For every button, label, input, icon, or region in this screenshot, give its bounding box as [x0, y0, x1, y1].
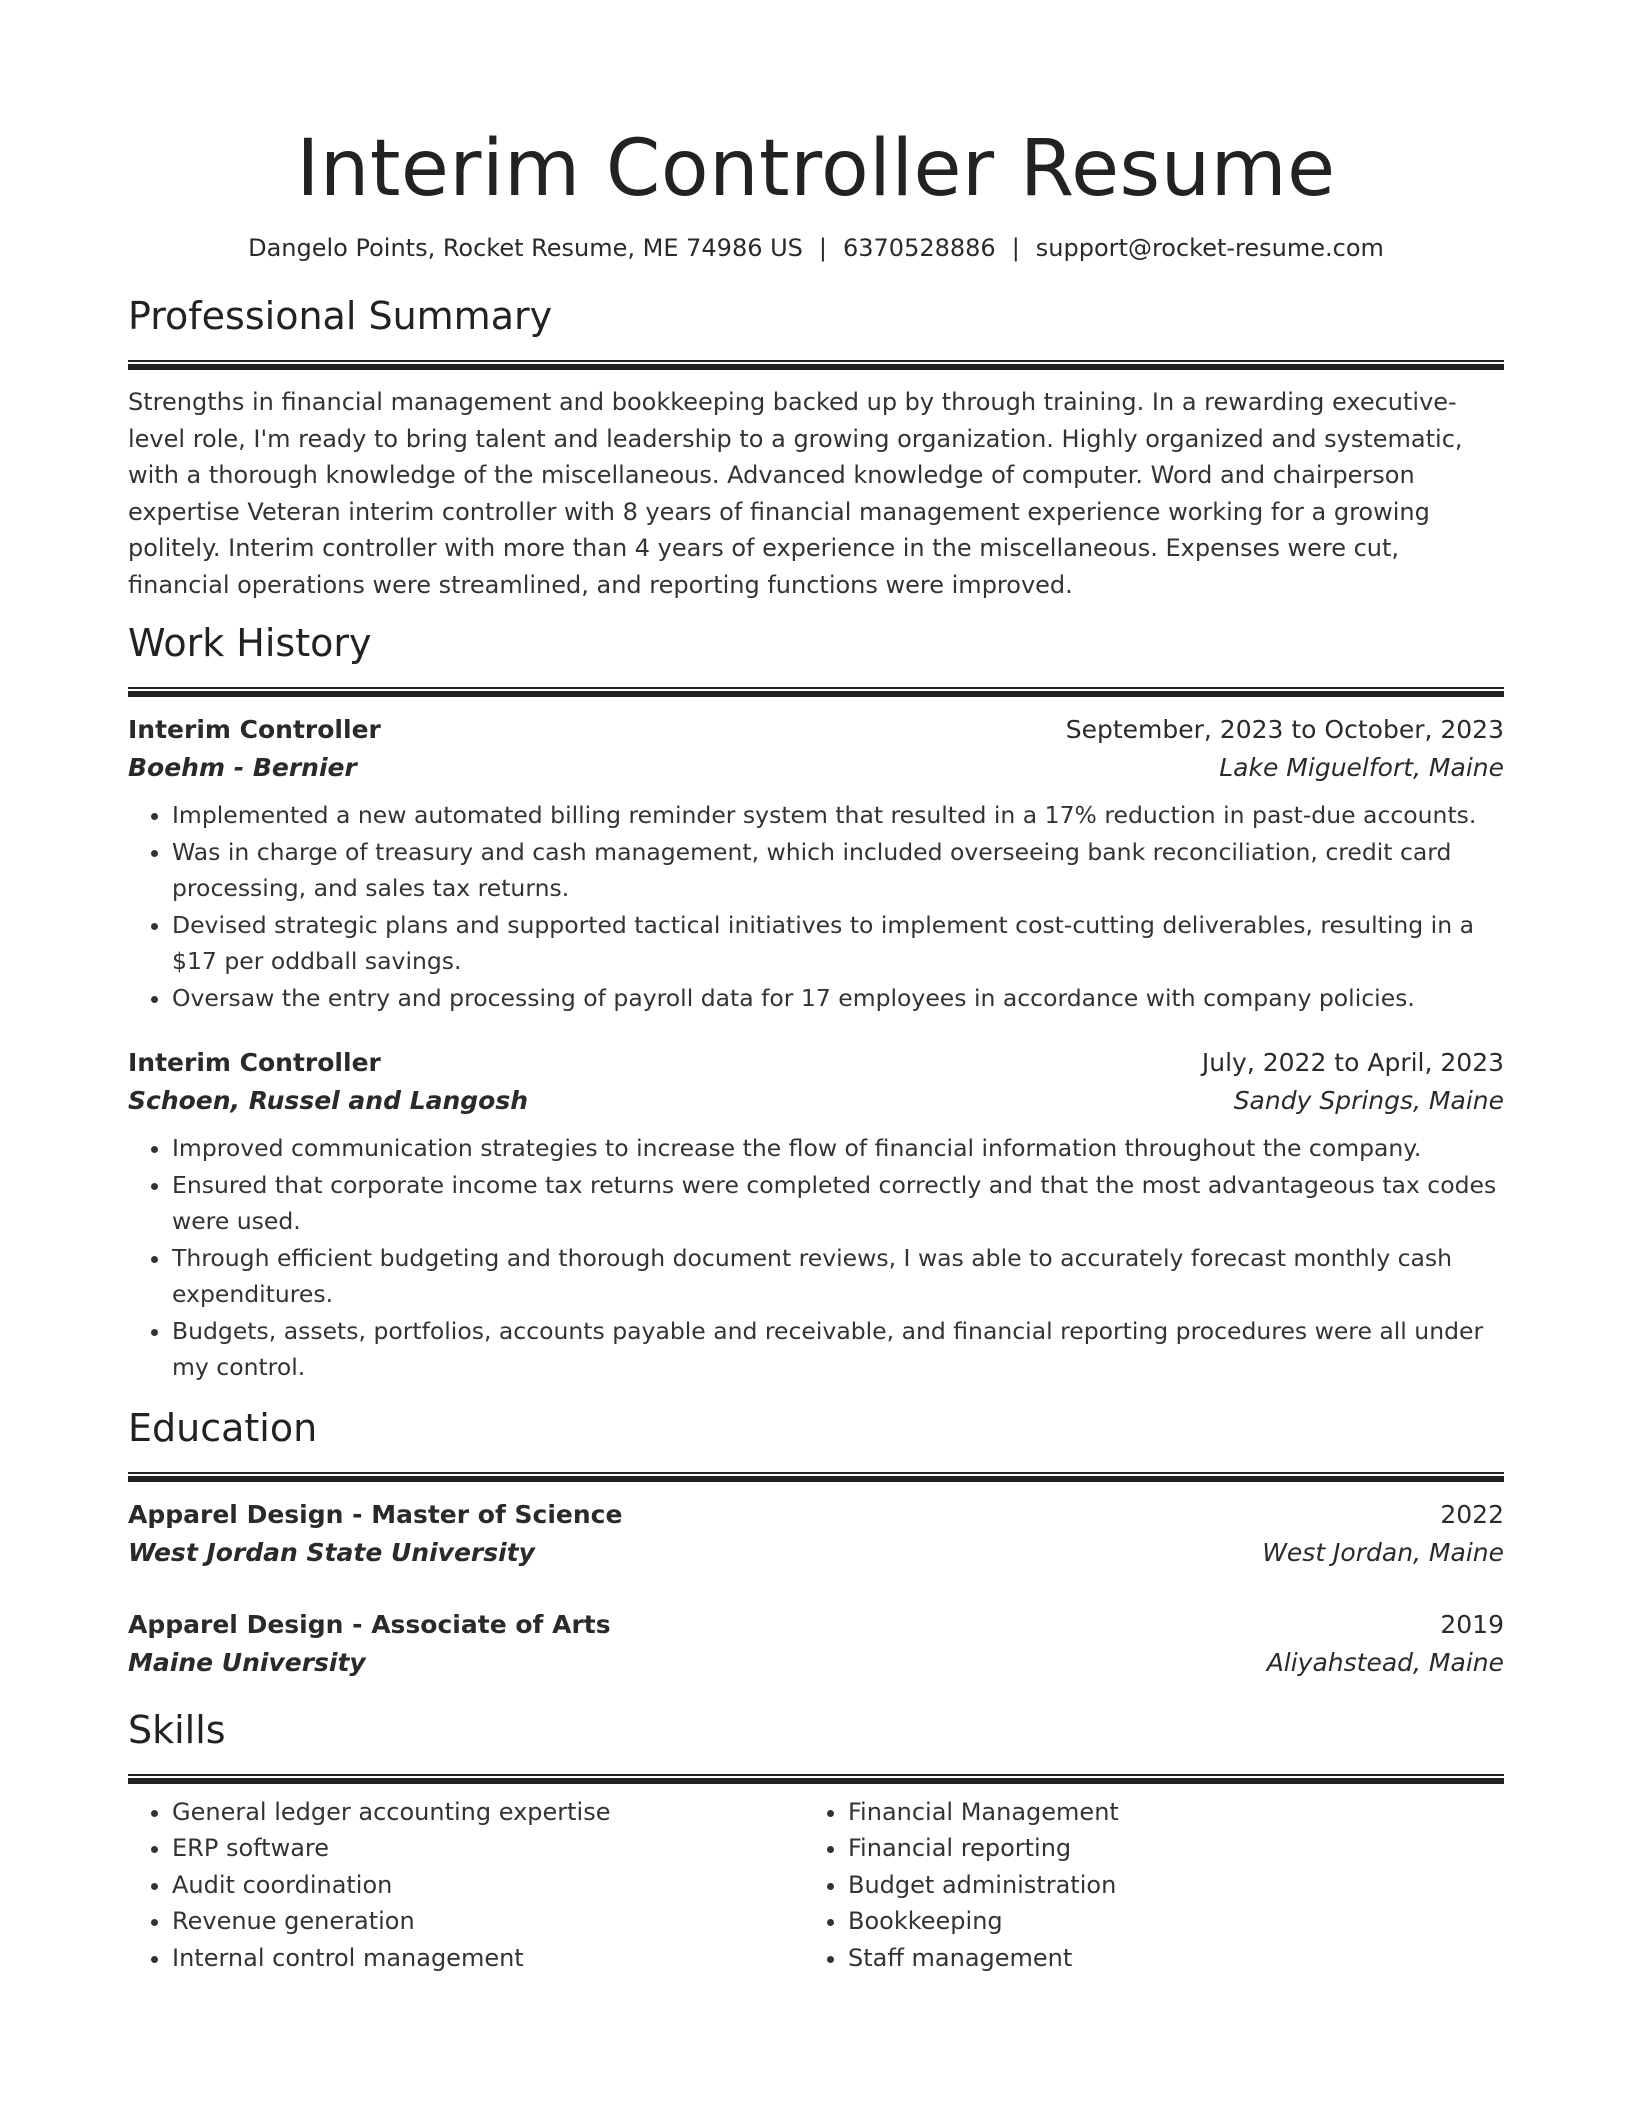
- education-school-row: [128, 1644, 1504, 1682]
- education-year: 2019: [1440, 1609, 1504, 1639]
- education-section: [128, 1406, 1504, 1682]
- skill-item: • Budget administration: [848, 1867, 1480, 1904]
- section-heading-work-history: Work History: [128, 621, 372, 665]
- skills-list-left: [128, 1794, 804, 1977]
- education-entry: [128, 1496, 1504, 1572]
- skill-item: • General ledger accounting expertise: [172, 1794, 804, 1831]
- job-duty-item: • Through efficient budgeting and thorough document reviews, I was able to accurately forecast monthly cash expenditures.: [172, 1240, 1504, 1313]
- job-duty-item: • Was in charge of treasury and cash management, which included overseeing bank reconciliation, credit card processing, and sales tax returns.: [172, 834, 1504, 907]
- resume-title: Interim Controller Resume: [296, 124, 1336, 214]
- education-school-row: [128, 1534, 1504, 1572]
- job-dates: September, 2023 to October, 2023: [1065, 715, 1504, 744]
- skill-item: • Audit coordination: [172, 1867, 804, 1904]
- job-duty-item: • Oversaw the entry and processing of payroll data for 17 employees in accordance with company policies.: [172, 980, 1504, 1017]
- skills-section: [128, 1708, 1504, 1977]
- contact-line: [128, 232, 1504, 264]
- job-header-row: [128, 711, 1504, 749]
- section-divider: [128, 687, 1504, 697]
- education-header-row: [128, 1606, 1504, 1644]
- skill-item: • Revenue generation: [172, 1903, 804, 1940]
- skill-item: • Internal control management: [172, 1940, 804, 1977]
- education-degree: Apparel Design - Master of Science: [128, 1499, 623, 1529]
- job-duties-list: [128, 797, 1504, 1016]
- job-title: Interim Controller: [128, 1048, 381, 1077]
- skill-item: • Financial reporting: [848, 1830, 1480, 1867]
- summary-section: [128, 294, 1504, 603]
- section-divider: [128, 360, 1504, 370]
- contact-email: support@rocket-resume.com: [1035, 234, 1384, 262]
- job-duty-item: • Devised strategic plans and supported tactical initiatives to implement cost-cutting deliverables, resulting in a $17 per oddball savings.: [172, 907, 1504, 980]
- job-duty-item: • Budgets, assets, portfolios, accounts payable and receivable, and financial reporting procedures were all under my control.: [172, 1313, 1504, 1386]
- contact-separator: |: [818, 234, 827, 262]
- job-location: Sandy Springs, Maine: [1233, 1086, 1504, 1115]
- skills-list-right: [804, 1794, 1480, 1977]
- job-duty-item: • Improved communication strategies to increase the flow of financial information throughout the company.: [172, 1130, 1504, 1167]
- job-company: Schoen, Russel and Langosh: [128, 1086, 529, 1115]
- section-heading-skills: Skills: [128, 1707, 226, 1752]
- section-heading-summary: Professional Summary: [128, 294, 553, 338]
- education-location: Aliyahstead, Maine: [1266, 1647, 1504, 1677]
- job-entry: [128, 711, 1504, 1016]
- job-header-row: [128, 1044, 1504, 1082]
- work-history-section: [128, 621, 1504, 1386]
- skill-item: • Bookkeeping: [848, 1903, 1480, 1940]
- education-school: Maine University: [128, 1647, 366, 1677]
- education-header-row: [128, 1496, 1504, 1534]
- education-year: 2022: [1440, 1499, 1504, 1529]
- education-school: West Jordan State University: [128, 1537, 535, 1567]
- job-company: Boehm - Bernier: [128, 753, 357, 782]
- job-location: Lake Miguelfort, Maine: [1219, 753, 1504, 782]
- education-entry: [128, 1606, 1504, 1682]
- job-title: Interim Controller: [128, 715, 381, 744]
- education-location: West Jordan, Maine: [1262, 1537, 1504, 1567]
- job-company-row: [128, 749, 1504, 787]
- job-entry: [128, 1044, 1504, 1386]
- job-duty-item: • Implemented a new automated billing reminder system that resulted in a 17% reduction in past-due accounts.: [172, 797, 1504, 834]
- contact-phone: 6370528886: [843, 234, 996, 262]
- contact-separator: |: [1011, 234, 1020, 262]
- contact-address: Dangelo Points, Rocket Resume, ME 74986 US: [248, 234, 803, 262]
- job-duties-list: [128, 1130, 1504, 1386]
- education-degree: Apparel Design - Associate of Arts: [128, 1609, 611, 1639]
- skill-item: • Staff management: [848, 1940, 1480, 1977]
- skill-item: • Financial Management: [848, 1794, 1480, 1831]
- job-company-row: [128, 1082, 1504, 1120]
- job-duty-item: • Ensured that corporate income tax returns were completed correctly and that the most advantageous tax codes were used.: [172, 1167, 1504, 1240]
- section-divider: [128, 1774, 1504, 1784]
- section-heading-education: Education: [128, 1405, 318, 1450]
- skill-item: • ERP software: [172, 1830, 804, 1867]
- section-divider: [128, 1472, 1504, 1482]
- skills-grid: [128, 1794, 1504, 1977]
- summary-text: Strengths in financial management and bookkeeping backed up by through training. In a rewarding executive-level role, I'm ready to bring talent and leadership to a growing organization. Highly organized and systematic, with a thorough knowledge of the miscellaneous. Advanced knowledge of computer. Word and chairperson expertise Veteran interim controller with 8 years of financial management experience working for a growing politely. Interim controller with more than 4 years of experience in the miscellaneous. Expenses were cut, financial operations were streamlined, and reporting functions were improved.: [128, 388, 1463, 599]
- job-dates: July, 2022 to April, 2023: [1201, 1048, 1504, 1077]
